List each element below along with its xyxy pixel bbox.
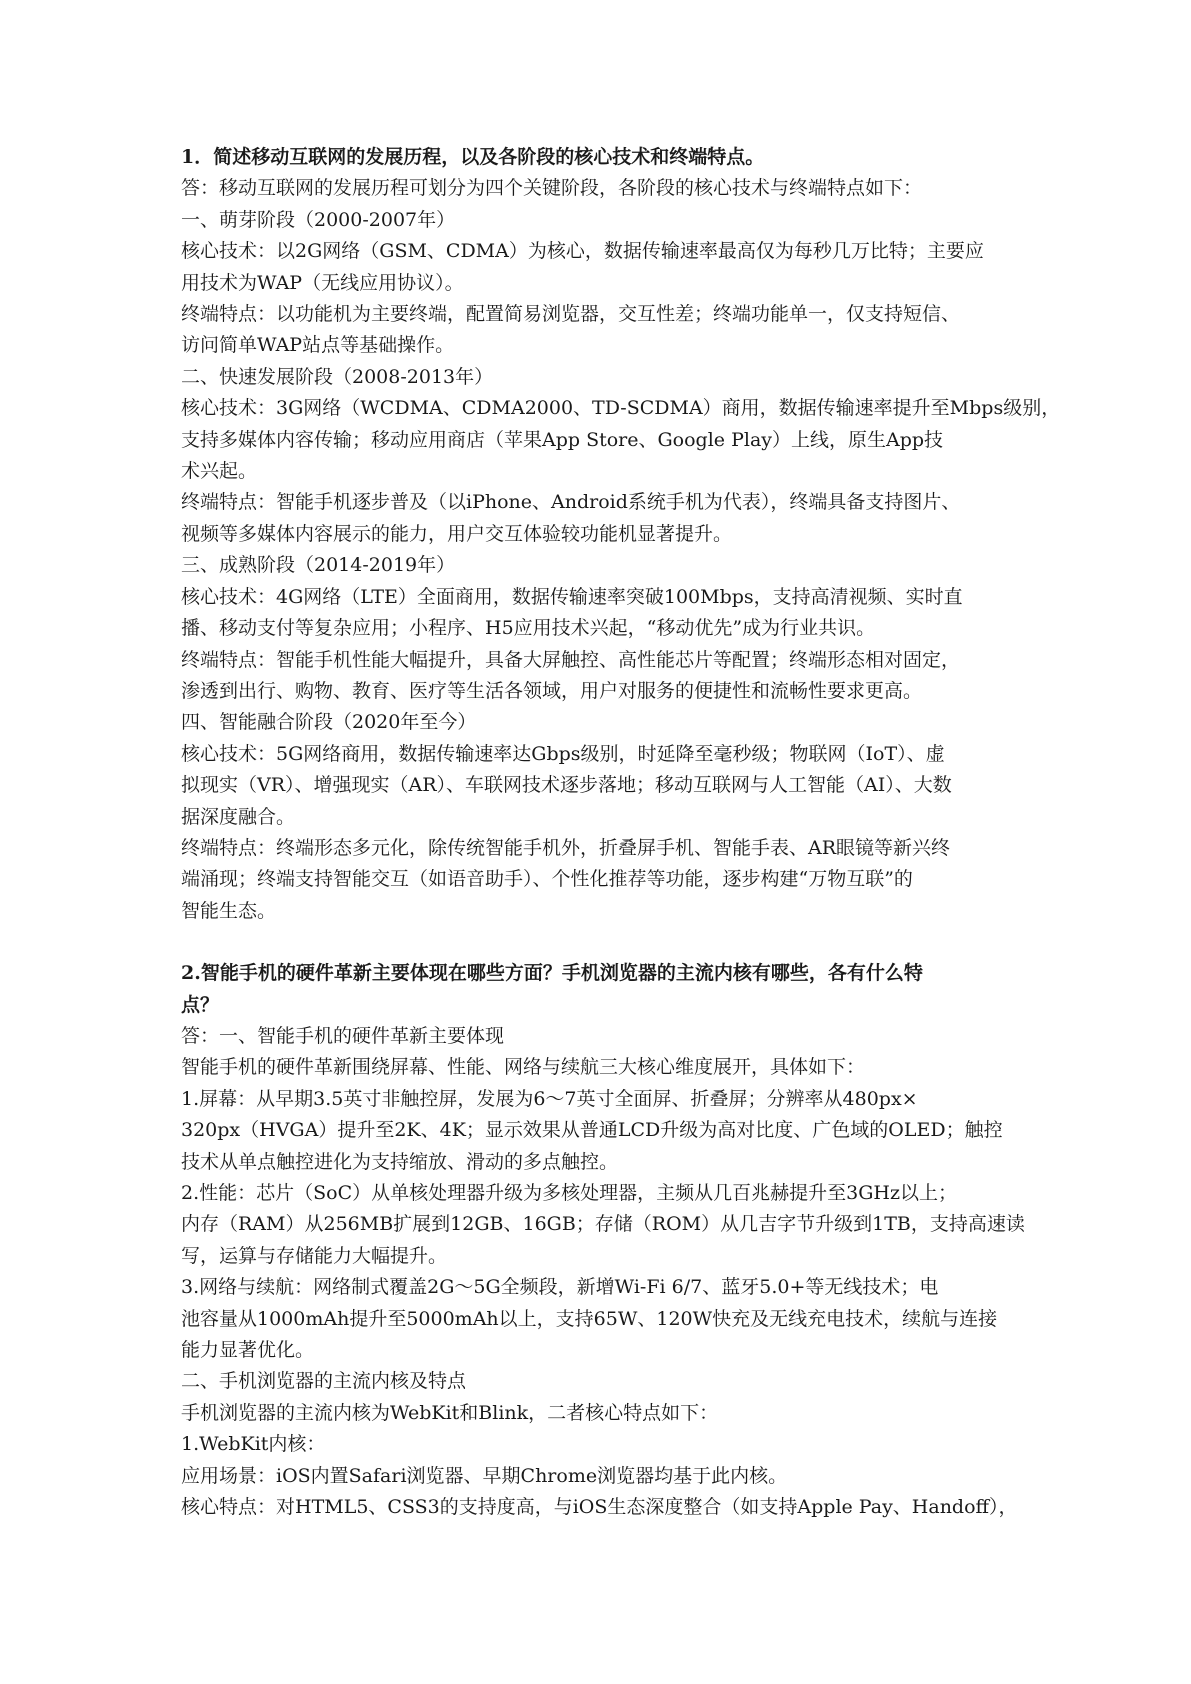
text-line: 答：移动互联网的发展历程可划分为四个关键阶段，各阶段的核心技术与终端特点如下： [181, 177, 923, 200]
text-line: 终端特点：以功能机为主要终端，配置简易浏览器，交互性差；终端功能单一，仅支持短信、 [181, 303, 961, 326]
question-1-title: 1．简述移动互联网的发展历程，以及各阶段的核心技术和终端特点。 [181, 146, 765, 168]
text-line: 写，运算与存储能力大幅提升。 [181, 1244, 448, 1267]
text-line: 二、快速发展阶段（2008-2013年） [181, 365, 494, 388]
text-line: 核心技术：3G网络（WCDMA、CDMA2000、TD-SCDMA）商用，数据传输速率提升至Mbps级别， [181, 397, 1061, 420]
text-line: 技术从单点触控进化为支持缩放、滑动的多点触控。 [181, 1150, 619, 1173]
text-line: 端涌现；终端支持智能交互（如语音助手）、个性化推荐等功能，逐步构建“万物互联”的 [181, 868, 913, 891]
question-2-title-line-2: 点？ [181, 993, 220, 1016]
question-2-answer [181, 1021, 1025, 1524]
text-line: 访问简单WAP站点等基础操作。 [181, 334, 455, 357]
text-line: 手机浏览器的主流内核为WebKit和Blink，二者核心特点如下： [181, 1401, 719, 1424]
text-line: 终端特点：终端形态多元化，除传统智能手机外，折叠屏手机、智能手表、AR眼镜等新兴终 [181, 836, 951, 859]
text-line: 一、萌芽阶段（2000-2007年） [181, 208, 456, 231]
text-line: 智能生态。 [181, 899, 277, 922]
text-line: 320px（HVGA）提升至2K、4K；显示效果从普通LCD升级为高对比度、广色域的OLED；触控 [181, 1119, 1003, 1142]
text-line: 2.性能：芯片（SoC）从单核处理器升级为多核处理器，主频从几百兆赫提升至3GHz以上； [181, 1182, 957, 1204]
text-line: 终端特点：智能手机性能大幅提升，具备大屏触控、高性能芯片等配置；终端形态相对固定， [181, 648, 961, 671]
text-line: 内存（RAM）从256MB扩展到12GB、16GB；存储（ROM）从几吉字节升级到1TB，支持高速读 [181, 1213, 1025, 1236]
text-line: 3.网络与续航：网络制式覆盖2G～5G全频段，新增Wi-Fi 6/7、蓝牙5.0+等无线技术；电 [181, 1276, 939, 1299]
text-line: 1.WebKit内核： [181, 1433, 326, 1456]
text-line: 能力显著优化。 [181, 1339, 315, 1362]
text-line: 核心技术：4G网络（LTE）全面商用，数据传输速率突破100Mbps，支持高清视频、实时直 [181, 585, 963, 608]
text-line: 核心技术：5G网络商用，数据传输速率达Gbps级别，时延降至毫秒级；物联网（IoT）、虚 [181, 742, 945, 765]
text-line: 1.屏幕：从早期3.5英寸非触控屏，发展为6～7英寸全面屏、折叠屏；分辨率从480px× [181, 1087, 918, 1110]
text-line: 二、手机浏览器的主流内核及特点 [181, 1370, 467, 1393]
text-line: 终端特点：智能手机逐步普及（以iPhone、Android系统手机为代表），终端具备支持图片、 [181, 491, 961, 514]
text-line: 用技术为WAP（无线应用协议）。 [181, 271, 464, 294]
text-line: 三、成熟阶段（2014-2019年） [181, 554, 456, 577]
text-line: 视频等多媒体内容展示的能力，用户交互体验较功能机显著提升。 [181, 522, 733, 545]
text-line: 答：一、智能手机的硬件革新主要体现 [181, 1024, 505, 1047]
text-line: 池容量从1000mAh提升至5000mAh以上，支持65W、120W快充及无线充电技术，续航与连接 [181, 1307, 998, 1330]
text-line: 拟现实（VR）、增强现实（AR）、车联网技术逐步落地；移动互联网与人工智能（AI）、大数 [181, 774, 952, 797]
text-line: 渗透到出行、购物、教育、医疗等生活各领域，用户对服务的便捷性和流畅性要求更高。 [181, 679, 923, 702]
text-line: 播、移动支付等复杂应用；小程序、H5应用技术兴起，“移动优先”成为行业共识。 [181, 617, 876, 640]
question-2-title [181, 958, 1015, 1021]
text-line: 智能手机的硬件革新围绕屏幕、性能、网络与续航三大核心维度展开，具体如下： [181, 1056, 866, 1079]
text-line: 术兴起。 [181, 460, 258, 483]
text-line: 应用场景：iOS内置Safari浏览器、早期Chrome浏览器均基于此内核。 [181, 1464, 788, 1487]
text-line: 据深度融合。 [181, 805, 296, 828]
question-2-title-line-1: 2.智能手机的硬件革新主要体现在哪些方面？手机浏览器的主流内核有哪些，各有什么特 [181, 962, 923, 985]
text-line: 核心特点：对HTML5、CSS3的支持度高，与iOS生态深度整合（如支持Apple Pay、Handoff）， [181, 1496, 1018, 1519]
text-line: 四、智能融合阶段（2020年至今） [181, 711, 477, 734]
question-1-answer [181, 173, 1061, 927]
text-line: 支持多媒体内容传输；移动应用商店（苹果App Store、Google Play）上线，原生App技 [181, 428, 944, 451]
document-page [181, 142, 1061, 1523]
text-line: 核心技术：以2G网络（GSM、CDMA）为核心，数据传输速率最高仅为每秒几万比特；主要应 [181, 240, 984, 263]
section-gap [181, 927, 1015, 958]
